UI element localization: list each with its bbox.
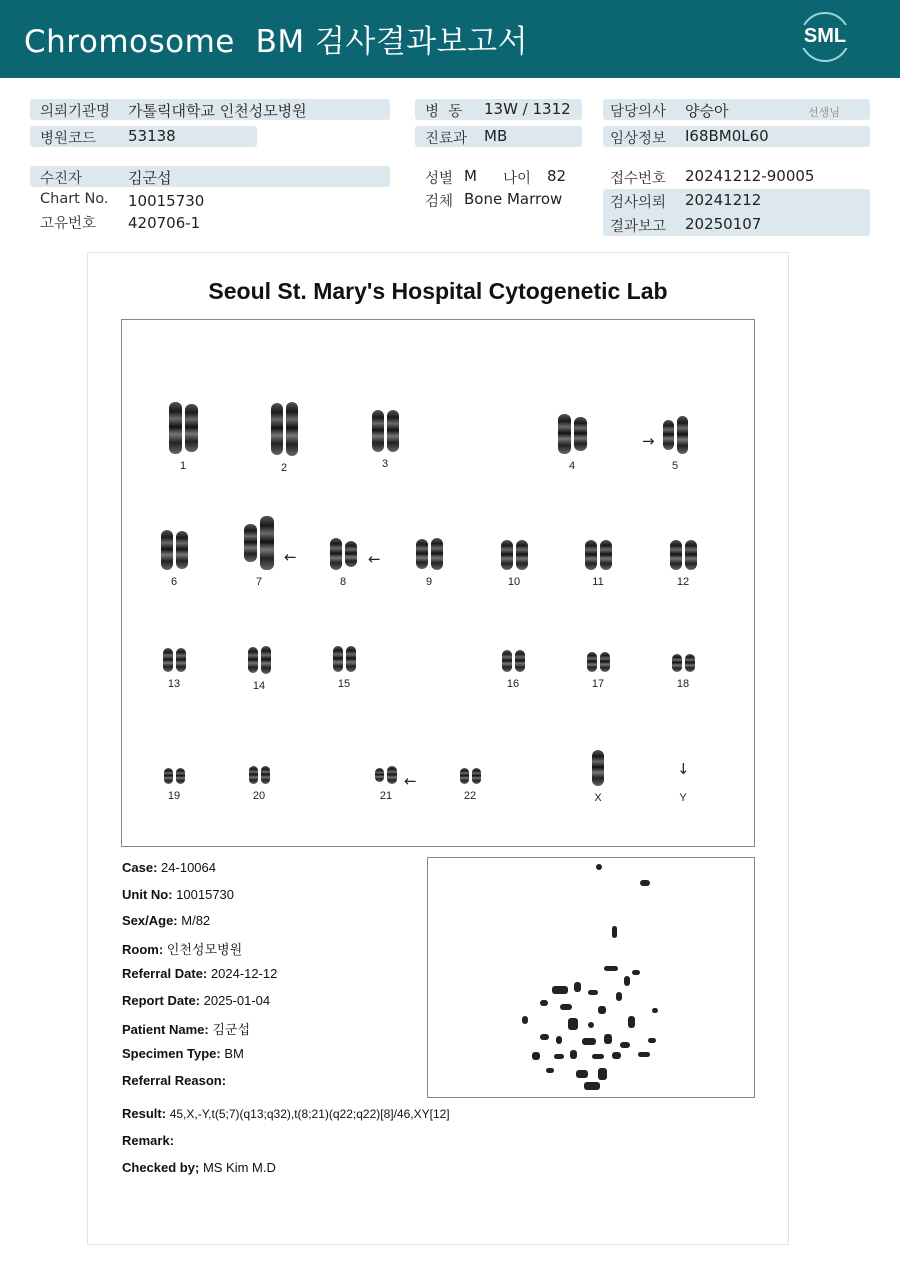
dept-value: MB — [484, 127, 508, 145]
chromosome-3: 3 — [355, 410, 415, 470]
chart-value: 10015730 — [128, 192, 205, 210]
sex-value: M — [464, 167, 477, 185]
specimen-label: 검체 — [425, 194, 454, 210]
clinical-value: I68BM0L60 — [685, 127, 769, 145]
dept-label: 진료과 — [425, 131, 468, 147]
report-header — [0, 0, 900, 78]
result-date-value: 20250107 — [685, 215, 762, 233]
remark-line: Remark: — [122, 1133, 175, 1148]
chromosome-x: X — [568, 750, 628, 804]
chromosome-9: 9 — [399, 538, 459, 588]
karyotype-report — [87, 252, 789, 1245]
karyogram-panel — [121, 319, 755, 847]
logo-text: SML — [796, 25, 854, 48]
clinical-label: 임상정보 — [610, 131, 667, 147]
lab-title: Seoul St. Mary's Hospital Cytogenetic Lab — [208, 278, 668, 304]
chromosome-7: 7 — [229, 516, 289, 588]
chromosome-2: 2 — [254, 402, 314, 474]
room-line: Room: 인천성모병원 — [122, 942, 243, 957]
chromosome-17: 17 — [568, 652, 628, 690]
patient-value: 김군섭 — [128, 169, 172, 187]
chromosome-22: 22 — [440, 768, 500, 802]
chromosome-1: 1 — [153, 402, 213, 472]
specimen-type-line: Specimen Type: BM — [122, 1046, 244, 1061]
field-bar — [30, 166, 390, 187]
case-line: Case: 24-10064 — [122, 860, 216, 875]
receipt-value: 20241212-90005 — [685, 167, 815, 185]
chromosome-13: 13 — [144, 648, 204, 690]
chromosome-15: 15 — [314, 646, 374, 690]
chromosome-19: 19 — [144, 768, 204, 802]
referral-date-line: Referral Date: 2024-12-12 — [122, 966, 278, 981]
ward-label: 병 동 — [425, 104, 463, 120]
doctor-value: 양승아 — [685, 102, 729, 120]
chromosome-5: 5 — [645, 416, 705, 472]
hospital-code-label: 병원코드 — [40, 131, 97, 147]
patient-name-line: Patient Name: 김군섭 — [122, 1022, 251, 1037]
arrow-left-icon: ← — [284, 548, 297, 566]
chromosome-10: 10 — [484, 540, 544, 588]
request-value: 20241212 — [685, 191, 762, 209]
chromosome-6: 6 — [144, 530, 204, 588]
patient-label: 수진자 — [40, 171, 83, 187]
unique-label: 고유번호 — [40, 216, 97, 232]
sexage-line: Sex/Age: M/82 — [122, 913, 211, 928]
sml-logo — [796, 12, 858, 66]
age-label: 나이 — [503, 171, 532, 187]
chromosome-4: 4 — [542, 414, 602, 472]
chromosome-8: 8 — [313, 538, 373, 588]
arrow-down-icon: ↓ — [677, 760, 690, 778]
unique-value: 420706-1 — [128, 214, 201, 232]
metaphase-spread-image — [427, 857, 755, 1098]
chromosome-y: Y — [679, 792, 687, 804]
arrow-left-icon: → — [642, 432, 655, 450]
ward-value: 13W / 1312 — [484, 100, 571, 118]
chromosome-16: 16 — [483, 650, 543, 690]
request-label: 검사의뢰 — [610, 195, 667, 211]
unit-line: Unit No: 10015730 — [122, 887, 235, 902]
chromosome-11: 11 — [568, 540, 628, 588]
institution-value: 가톨릭대학교 인천성모병원 — [128, 102, 307, 120]
receipt-label: 접수번호 — [610, 171, 667, 187]
institution-label: 의뢰기관명 — [40, 104, 111, 120]
referral-reason-line: Referral Reason: — [122, 1073, 227, 1088]
chromosome-21: 21 — [356, 766, 416, 802]
specimen-value: Bone Marrow — [464, 190, 563, 208]
chromosome-20: 20 — [229, 766, 289, 802]
result-line: Result: 45,X,-Y,t(5;7)(q13;q32),t(8;21)(q22;q22)[8]/46,XY[12] — [122, 1106, 450, 1121]
arrow-left-icon: ← — [404, 772, 417, 790]
age-value: 82 — [547, 167, 567, 185]
chart-label: Chart No. — [40, 191, 109, 207]
hospital-code-value: 53138 — [128, 127, 176, 145]
chromosome-12: 12 — [653, 540, 713, 588]
chromosome-14: 14 — [229, 646, 289, 692]
page-title: Chromosome BM 검사결과보고서 — [24, 24, 529, 60]
report-date-line: Report Date: 2025-01-04 — [122, 993, 271, 1008]
chromosome-18: 18 — [653, 654, 713, 690]
doctor-suffix: 선생님 — [808, 106, 840, 119]
sex-label: 성별 — [425, 171, 454, 187]
result-date-label: 결과보고 — [610, 219, 667, 235]
arrow-left-icon: ← — [368, 550, 381, 568]
checked-line: Checked by; MS Kim M.D — [122, 1160, 276, 1175]
doctor-label: 담당의사 — [610, 104, 667, 120]
